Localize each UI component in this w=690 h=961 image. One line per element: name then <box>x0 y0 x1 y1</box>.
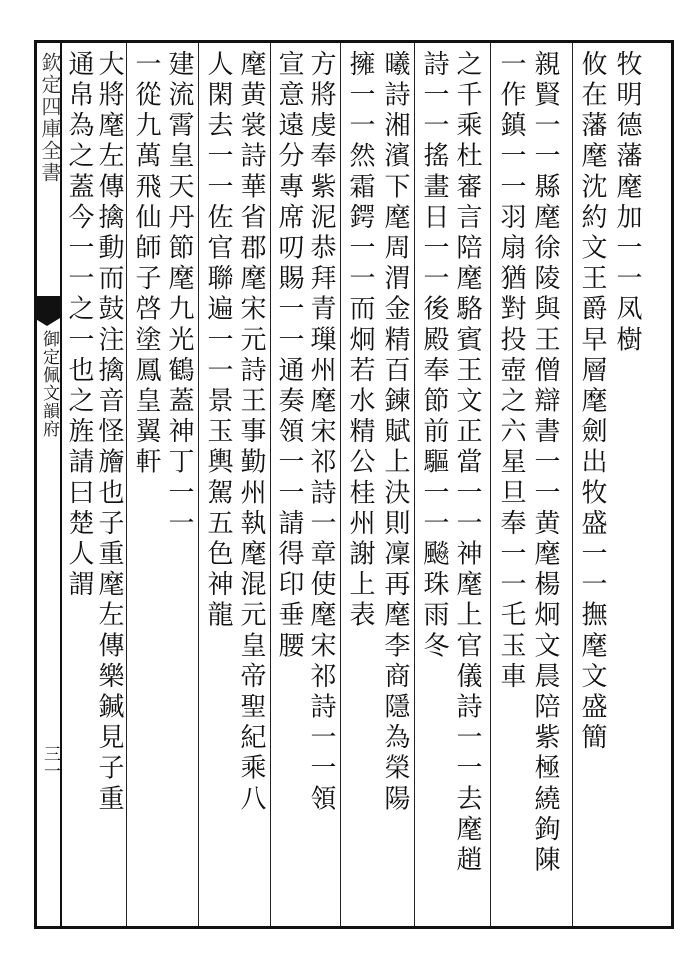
text-column-14: 一從九萬飛仙師子啓塗鳳皇翼軒 <box>131 50 161 479</box>
column-rule <box>126 43 127 926</box>
frame-border-bottom <box>34 926 674 929</box>
column-rule <box>572 43 573 926</box>
text-column-7: 曦詩湘濱下麾周渭金精百鍊賦上決則凜再麾李商隱為榮陽 <box>380 50 410 815</box>
column-rule <box>490 43 491 926</box>
text-column-4: 一作鎮一一羽扇猶對投壺之六星旦奉一一乇玉車 <box>496 50 526 693</box>
text-column-6: 詩一一搖畫日一一後殿奉節前驅一一飈珠雨冬 <box>419 50 449 662</box>
text-column-1: 牧明德藩麾加一一凤樹 <box>612 50 642 356</box>
text-column-12: 人閑去一一佐官聯遍一一景玉輿駕五色神龍 <box>203 50 233 632</box>
text-column-13: 建流霄皇天丹節麾九光鶴蓋神丁一一 <box>164 50 194 540</box>
fishtail-mark <box>34 296 60 318</box>
text-column-8: 擁一一然霜鍔一一而炯若水精公桂州謝上表 <box>345 50 375 632</box>
text-column-2: 攸在藩麾沈約文王爵早層麾劍出牧盛一一撫麾文盛簡 <box>577 50 607 754</box>
text-column-15: 大將麾左傳擒動而鼓注擒音怪旝也子重麾左傳樂鍼見子重 <box>94 50 124 815</box>
column-rule <box>270 43 271 926</box>
frame-border-right <box>671 40 674 929</box>
gutter-book-title: 欽定四庫全書 <box>38 52 62 184</box>
column-rule <box>414 43 415 926</box>
frame-border-top <box>34 40 674 43</box>
column-rule <box>340 43 341 926</box>
text-column-10: 宣意遠分專席叨賜一一通奏領一一請得印垂腰 <box>274 50 304 662</box>
text-column-16: 通帛為之蓋今一一之一也之旌請曰楚人謂 <box>64 50 94 601</box>
gutter-page-number: 三一 <box>40 745 60 779</box>
text-column-11: 麾黄裳詩華省郡麾宋元詩王事勤州執麾混元皇帝聖紀乘八 <box>236 50 266 815</box>
column-rule <box>198 43 199 926</box>
text-column-9: 方將虔奉紫泥恭拜青璅州麾宋祁詩一章使麾宋祁詩一一領 <box>306 50 336 815</box>
text-column-5: 之千乘杜審言陪麾駱賓王文正當一一神麾上官儀詩一一去麾趙 <box>452 50 482 877</box>
text-column-3: 親賢一一縣麾徐陵與王僧辯書一一黄麾楊炯文晨陪紫極繞鉤陳 <box>530 50 560 877</box>
gutter-work-title: 御定佩文韻府 <box>39 330 59 438</box>
